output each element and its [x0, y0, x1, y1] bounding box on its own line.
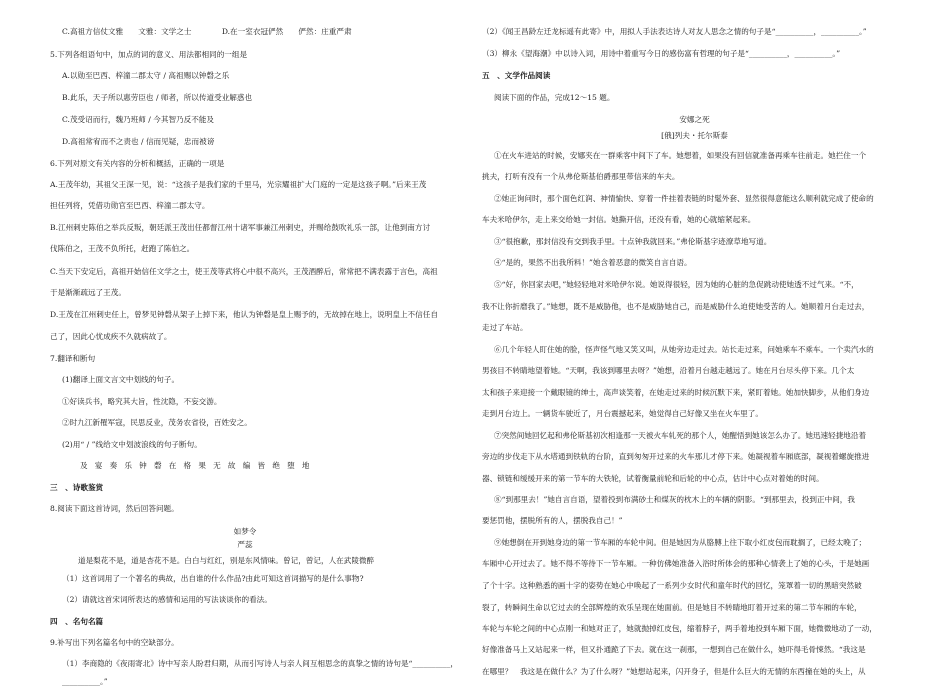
right-text-line: 太和孩子来迎接一个戴眼镜的绅士，高声谈笑着，在她走过来的时候沉默下来，紧盯着她。她加快脚步，从他们身边 [482, 388, 870, 397]
right-text-line: 我不让你折磨我了。”她想，既不是威胁他，也不是威胁她自己，而是威胁什么迫使她受苦的人。她顺着月台走过去， [482, 302, 870, 311]
left-text-line: C.当天下安定后，高祖开始信任文学之士，使王茂等武将心中很不高兴，王茂酒醉后，常常把不满表露于言色，高祖 [50, 267, 438, 276]
right-text-line: 要惩罚他，摆脱所有的人，摆脱我自己！” [482, 516, 623, 525]
right-text-line: ⑧“到那里去！”她自言自语，望着投到布满砂土和煤灰的枕木上的车辆的阴影。“到那里去，投到正中间，我 [494, 495, 855, 504]
right-text-line: 了个十字。这种熟悉的画十字的姿势在她心中唤起了一系列少女时代和童年时代的回忆，笼罩着一切的黑暗突然破 [482, 581, 862, 590]
right-text-line: ⑤“好，你回家去吧，”她轻轻地对米哈伊尔说。她说得很轻，因为她的心脏的急促跳动使她透不过气来。“不， [494, 280, 859, 289]
right-text-line: 车厢中心开过去了。她不得不等待下一节车厢。一种仿佛她准备入浴时所体会的那种心情袭上了她的心头，于是她画 [482, 559, 870, 568]
left-text-line: 担任列将，凭借功勋官至巴西、梓潼二郡太守。 [50, 201, 210, 210]
left-text-line: 6.下列对原文有关内容的分析和概括，正确的一项是 [50, 159, 225, 168]
right-text-line: [俄]列夫・托尔斯泰 [661, 131, 728, 140]
right-text-line: 器、锁链和缓缓开来的第一节车的大铁轮，试着衡量前轮和后轮的中心点，估计中心点对着她的时间。 [482, 474, 824, 483]
left-text-line: 伐陈伯之，王茂不负所托，赶跑了陈伯之。 [50, 244, 195, 253]
right-text-line: 车夫米哈伊尔，走上来交给她一封信。她撕开信，还没有看，她的心就缩紧起来。 [482, 215, 756, 224]
left-text-line: C.茂受诏而行，魏乃班师 / 今其智乃反不能及 [62, 115, 215, 124]
right-text-line: 走过了车站。 [482, 323, 528, 332]
left-text-line: __________。” [62, 677, 108, 686]
right-text-line: 好像准备马上又站起来一样，但又扑通跪了下去。就在这一刹那，一想到自己在做什么，她吓得毛骨悚然。“我这是 [482, 645, 866, 654]
left-text-line: A.以勋至巴西、梓潼二郡太守 / 高祖赐以钟磬之乐 [62, 71, 230, 80]
left-text-line: 9.补写出下列名篇名句中的空缺部分。 [50, 638, 179, 647]
right-text-line: ④“是的，果然不出我所料！”她含着恶意的微笑自言自语。 [494, 258, 692, 267]
left-text-line: A.王茂年幼，其祖父王深一见，说：“这孩子是我们家的千里马，光宗耀祖扩大门庭的一定是这孩子啊。”后来王茂 [50, 180, 427, 189]
right-text-line: 阅读下面的作品，完成12～15 题。 [494, 93, 615, 102]
left-text-line: （1）李商隐的《夜雨寄北》诗中写亲人盼君归期，从而引写诗人与亲人间互相思念的真挚之情的诗句是“__________， [62, 659, 458, 668]
right-text-line: 裂了，转瞬间生命以它过去的全部辉煌的欢乐呈现在她面前。但是她目不转睛地盯着开过来的第二节车厢的车轮， [482, 603, 862, 612]
right-text-line: ⑥几个年轻人盯住她的脸，怪声怪气地又笑又叫，从她旁边走过去。站长走过来，问她乘车不乘车。一个卖汽水的 [494, 345, 874, 354]
left-text-line: （1）这首词用了一个著名的典故，出自谁的什么作品?由此可知这首词描写的是什么事物? [62, 574, 364, 583]
left-text-line: 7.翻译和断句 [50, 354, 96, 363]
right-text-line: 旁边的步伐走下从水塔通到铁轨的台阶，直到匆匆开过来的火车那儿才停下来。她凝视着车厢底部，凝视着螺旋推进 [482, 452, 870, 461]
left-text-line: (1)翻译上面文言文中划线的句子。 [62, 375, 180, 384]
left-text-line: 如梦令 [233, 527, 257, 536]
left-text-line: ②时九江新罹军寇，民思反业，茂务农省役，百姓安之。 [62, 418, 252, 427]
right-text-line: 男孩目不转睛地望着她。“天啊，我该到哪里去呀？”她想，沿着月台越走越远了。她在月台尽头停下来。几个太 [482, 366, 855, 375]
right-text-line: ⑦突然间她回忆起和弗伦斯基初次相逢那一天被火车轧死的那个人，她醒悟到她该怎么办了。她迅速轻捷地沿着 [494, 431, 867, 440]
left-text-line: B.此乐，天子所以惠劳臣也 / 师者，所以传道受业解惑也 [62, 93, 253, 102]
right-text-line: （2）《闻王昌龄左迁龙标遥有此寄》中，用拟人手法表达诗人对友人思念之情的句子是“__________，__________。” [482, 27, 867, 36]
right-text-line: ②她正询问时，那个面色红润、神情愉快、穿着一件挂着表链的时髦外套、显然很得意能这么顺利就完成了使命的 [494, 194, 874, 203]
right-text-line: 安娜之死 [679, 115, 710, 124]
left-text-line: 四 、名句名篇 [50, 617, 104, 626]
right-text-line: 车轮与车轮之间的中心点刚一和她对正了，她就抛掉红皮包，缩着脖子，两手着地投到车厢下面，她微微地动了一动， [482, 624, 877, 633]
left-text-line: 5.下列各组语句中，加点的词的意义、用法都相同的一组是 [50, 50, 248, 59]
left-text-line: 己了，因此心忧成疾不久就病故了。 [50, 332, 172, 341]
left-text-line: 严蕊 [237, 540, 253, 549]
left-text-line: D.王茂在江州刺史任上，曾梦见钟磬从架子上掉下来，他认为钟磬是皇上赐予的，无故掉在地上，说明皇上不信任自 [50, 310, 438, 319]
right-text-line: 五 、文学作品阅读 [482, 71, 551, 80]
left-text-line: B.江州刺史陈伯之举兵反叛，朝廷派王茂出任都督江州十诸军事兼江州刺史，并赐给鼓吹礼乐一部，让他到南方讨 [50, 223, 431, 232]
left-text-line: 8.阅读下面这首诗词，然后回答问题。 [50, 504, 179, 513]
left-text-line: （2）请就这首宋词所表达的感情和运用的写法谈谈你的看法。 [62, 595, 272, 604]
right-text-line: 挑夫，打听有没有一个从弗伦斯基伯爵那里带信来的车夫。 [482, 172, 680, 181]
right-text-line: ①在火车进站的时候，安娜夹在一群乘客中间下了车。她想着，如果没有回信就准备再乘车往前走。她拦住一个 [494, 151, 867, 160]
left-text-line: 道是梨花不是，道是杏花不是。白白与红红，别是东风情味。曾记，曾记，人在武陵微醉 [78, 556, 375, 565]
left-text-line: 于是渐渐疏远了王茂。 [50, 288, 126, 297]
right-text-line: 走到月台边上。一辆货车驶近了，月台震撼起来，她觉得自己好像又坐在火车里了。 [482, 409, 763, 418]
left-text-line: 三 、诗歌鉴赏 [50, 483, 104, 492]
left-text-line: ①好读兵书，略究其大旨，性沈隐，不妄交游。 [62, 397, 222, 406]
right-text-line: （3）柳永《望海潮》中以诗入词，用诗中着重写今日的感伤富有哲理的句子是“__________，__________。” [482, 49, 841, 58]
right-text-line: 在哪里？ 我这是在做什么？为了什么呀？”她想站起来，闪开身子，但是什么巨大的无情的东西撞在她的头上，从 [482, 667, 866, 676]
left-text-line: C.高祖方信仗文雅 文雅：文学之士 D.在一室衣冠俨然 俨然：庄重严肃 [62, 27, 352, 36]
left-text-line: D.高祖常宥而不之责也 / 信而见疑，忠而被谤 [62, 137, 215, 146]
right-text-line: ⑨她想倒在开到她身边的第一节车厢的车轮中间。但是她因为从胳膊上往下取小红皮包而耽搁了，已经太晚了； [494, 538, 867, 547]
left-text-line: (2)用“ / ”线给文中划波浪线的句子断句。 [62, 440, 202, 449]
left-text-line: 及宴奏乐钟磬在格果无故编皆绝堕地 [80, 461, 317, 470]
right-text-line: ③“很抱歉，那封信没有交到我手里。十点钟我就回来。”弗伦斯基字迹潦草地写道。 [494, 237, 772, 246]
